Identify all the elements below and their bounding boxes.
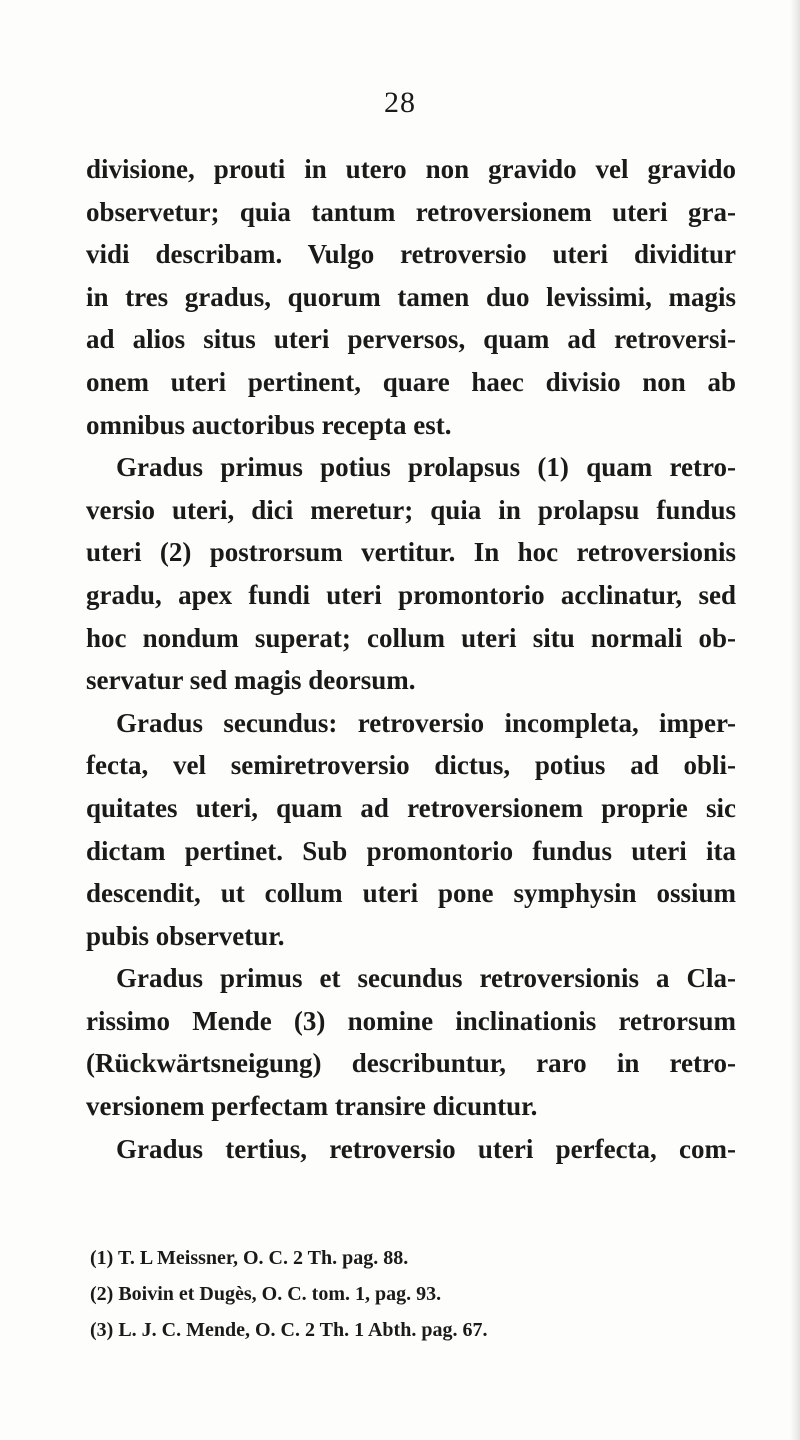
text-line: quitates uteri, quam ad retroversionem proprie sic [86, 792, 736, 823]
text-line: ad alios situs uteri perversos, quam ad retroversi- [86, 324, 736, 355]
text-line: gradu, apex fundi uteri promontorio acclinatur, sed [86, 579, 736, 610]
text-line: servatur sed magis deorsum. [86, 665, 416, 696]
text-line: onem uteri pertinent, quare haec divisio non ab [86, 366, 736, 397]
text-line: in tres gradus, quorum tamen duo levissimi, magis [86, 281, 736, 312]
body-text [86, 148, 736, 1170]
page-number: 28 [384, 86, 416, 119]
text-line: observetur; quia tantum retroversionem uteri gra- [86, 196, 736, 227]
text-line: (Rückwärtsneigung) describuntur, raro in retro- [86, 1048, 736, 1079]
text-line: fecta, vel semiretroversio dictus, potius ad obli- [86, 750, 736, 781]
text-line: omnibus auctoribus recepta est. [86, 409, 452, 440]
footnotes [90, 1240, 730, 1348]
text-line: Gradus secundus: retroversio incompleta, imper- [116, 707, 736, 738]
text-line: pubis observetur. [86, 920, 285, 951]
text-line: versio uteri, dici meretur; quia in prolapsu fundus [86, 494, 736, 525]
text-line: Gradus primus potius prolapsus (1) quam retro- [116, 452, 736, 483]
text-line: Gradus tertius, retroversio uteri perfecta, com- [116, 1133, 736, 1164]
text-line: rissimo Mende (3) nomine inclinationis retrorsum [86, 1005, 736, 1036]
text-line: divisione, prouti in utero non gravido vel gravido [86, 154, 736, 184]
footnote: (3) L. J. C. Mende, O. C. 2 Th. 1 Abth. pag. 67. [90, 1319, 488, 1341]
text-line: hoc nondum superat; collum uteri situ normali ob- [86, 622, 736, 653]
text-line: descendit, ut collum uteri pone symphysin ossium [86, 878, 736, 909]
footnote: (2) Boivin et Dugès, O. C. tom. 1, pag. 93. [90, 1283, 442, 1305]
text-line: dictam pertinet. Sub promontorio fundus uteri ita [86, 835, 736, 866]
text-line: uteri (2) postrorsum vertitur. In hoc retroversionis [86, 537, 736, 568]
footnote: (1) T. L Meissner, O. C. 2 Th. pag. 88. [90, 1247, 409, 1269]
text-line: Gradus primus et secundus retroversionis a Cla- [116, 963, 736, 994]
text-line: vidi describam. Vulgo retroversio uteri dividitur [86, 239, 736, 270]
text-line: versionem perfectam transire dicuntur. [86, 1091, 538, 1122]
page-edge-shadow [790, 0, 800, 1440]
